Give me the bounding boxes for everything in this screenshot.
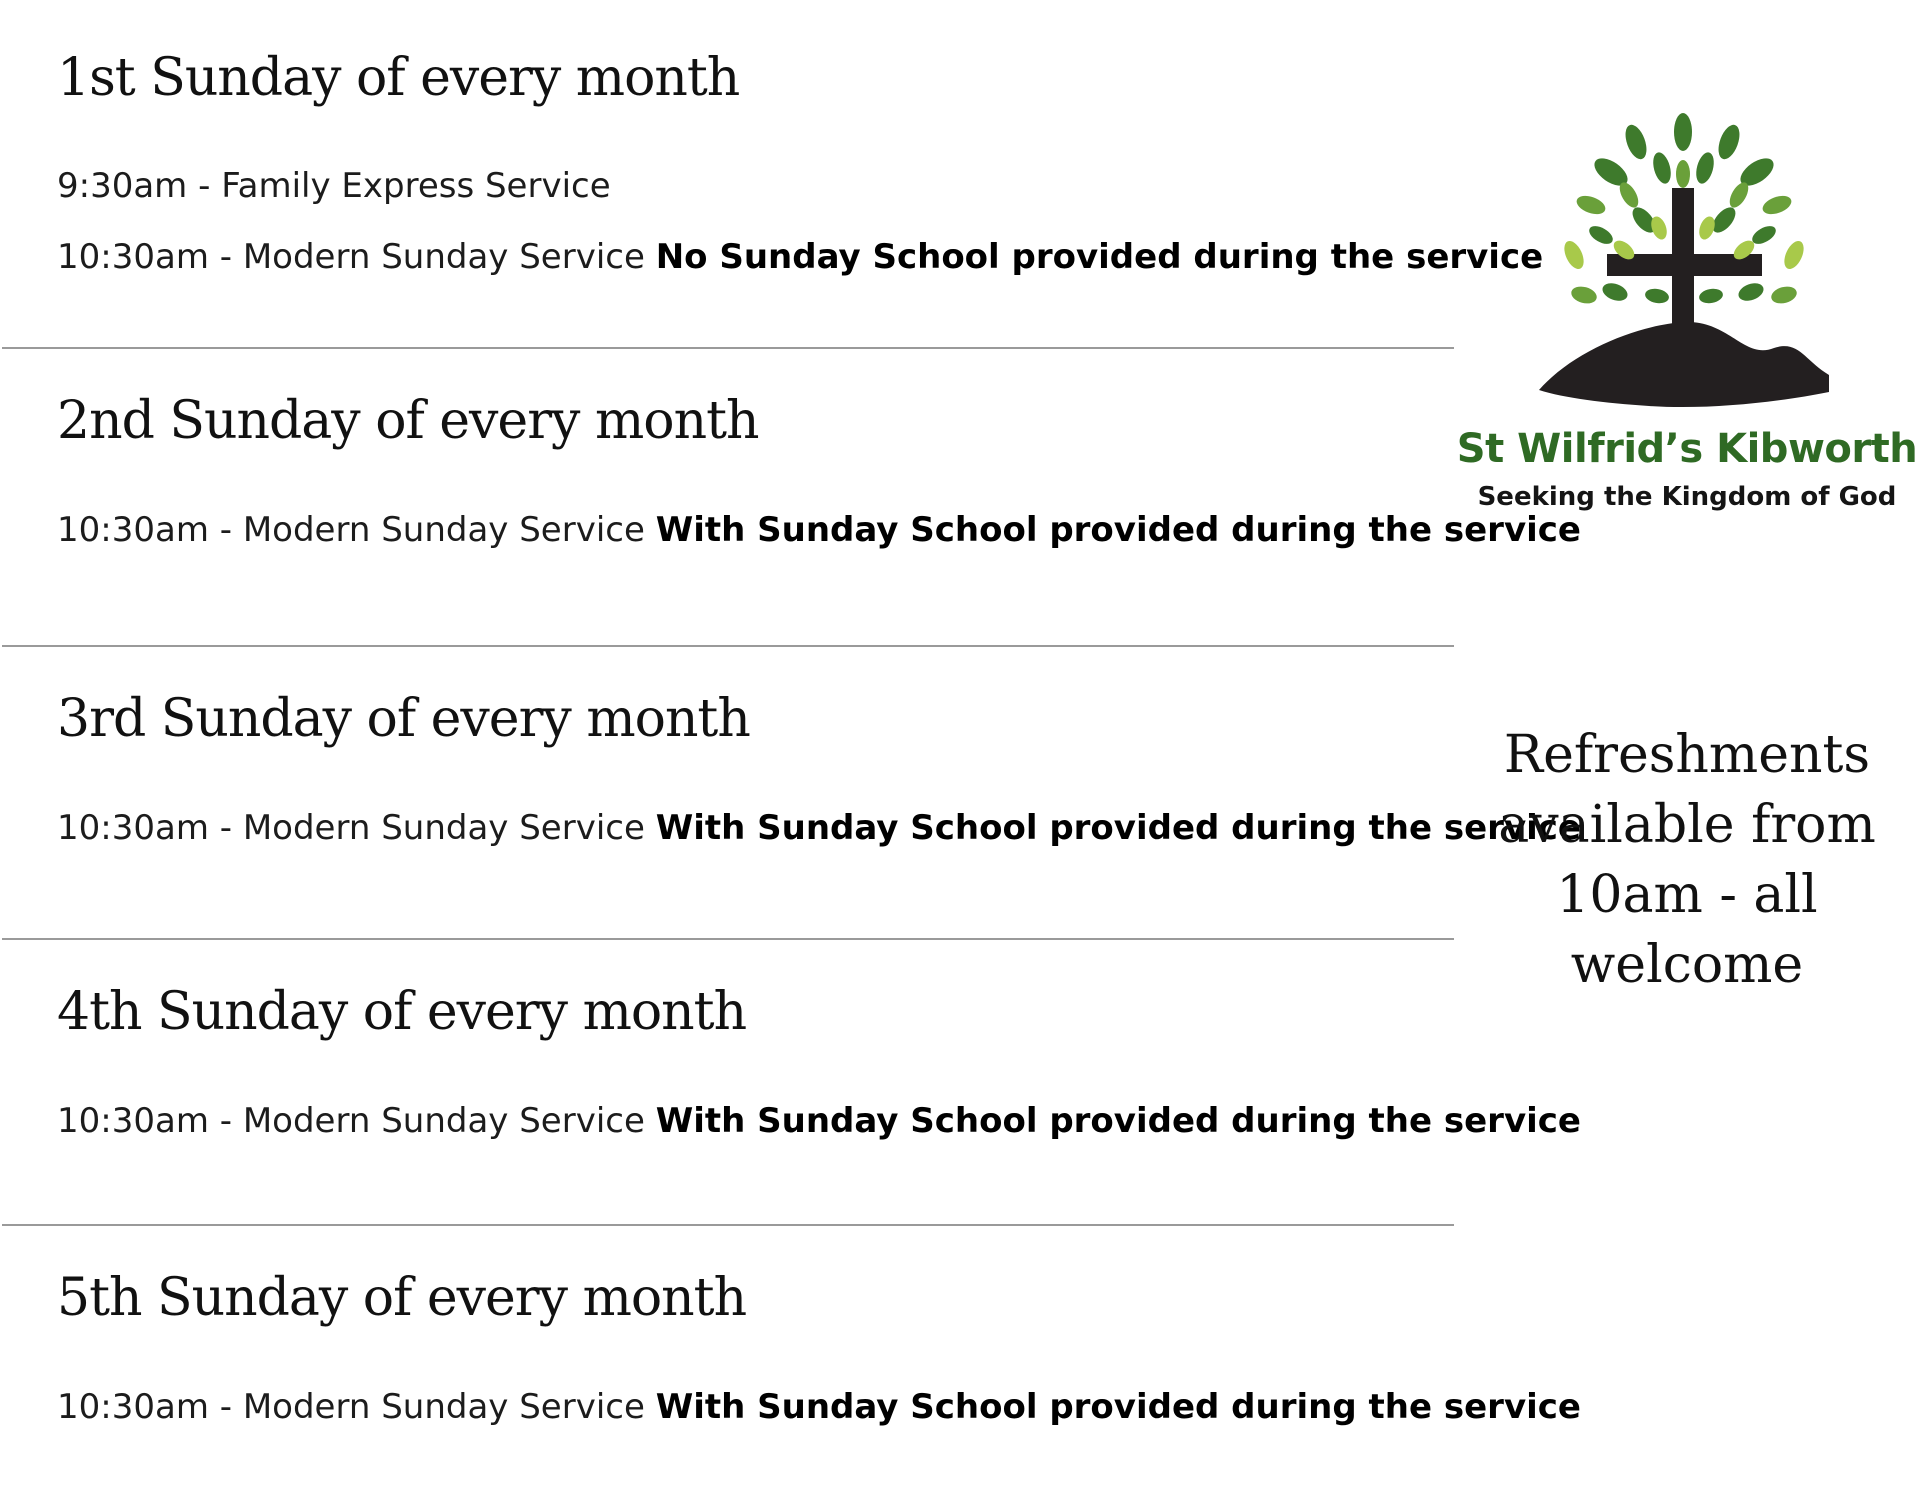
- service-time-text: 10:30am - Modern Sunday Service: [57, 808, 656, 848]
- section-heading: 3rd Sunday of every month: [57, 689, 750, 749]
- logo-church-name: St Wilfrid’s Kibworth: [1456, 426, 1918, 472]
- section-divider: [2, 938, 1454, 940]
- section-heading: 2nd Sunday of every month: [57, 391, 759, 451]
- sunday-school-note: No Sunday School provided during the service: [655, 237, 1544, 277]
- service-line: [57, 510, 1581, 551]
- service-line: [57, 1101, 1581, 1142]
- section-divider: [2, 645, 1454, 647]
- service-line: [57, 166, 611, 207]
- service-line: [57, 1387, 1581, 1428]
- sunday-school-note: With Sunday School provided during the service: [655, 808, 1581, 848]
- section-divider: [2, 1224, 1454, 1226]
- section-divider: [2, 347, 1454, 349]
- service-time-text: 10:30am - Modern Sunday Service: [57, 1101, 656, 1141]
- church-logo: [1454, 110, 1920, 530]
- service-time-text: 9:30am - Family Express Service: [57, 166, 611, 206]
- sunday-school-note: With Sunday School provided during the service: [655, 1101, 1581, 1141]
- sunday-school-note: With Sunday School provided during the service: [655, 510, 1581, 550]
- refreshments-notice: Refreshments available from 10am - all welcome: [1498, 725, 1876, 995]
- section-heading: 5th Sunday of every month: [57, 1268, 747, 1328]
- service-time-text: 10:30am - Modern Sunday Service: [57, 237, 656, 277]
- sunday-school-note: With Sunday School provided during the service: [655, 1387, 1581, 1427]
- service-line: [57, 237, 1543, 278]
- section-heading: 1st Sunday of every month: [57, 48, 740, 108]
- section-heading: 4th Sunday of every month: [57, 982, 747, 1042]
- service-time-text: 10:30am - Modern Sunday Service: [57, 1387, 656, 1427]
- tree-cross-icon: [1529, 110, 1839, 420]
- service-time-text: 10:30am - Modern Sunday Service: [57, 510, 656, 550]
- logo-tagline: Seeking the Kingdom of God: [1477, 482, 1897, 512]
- service-line: [57, 808, 1581, 849]
- sidebar: [1454, 0, 1920, 1500]
